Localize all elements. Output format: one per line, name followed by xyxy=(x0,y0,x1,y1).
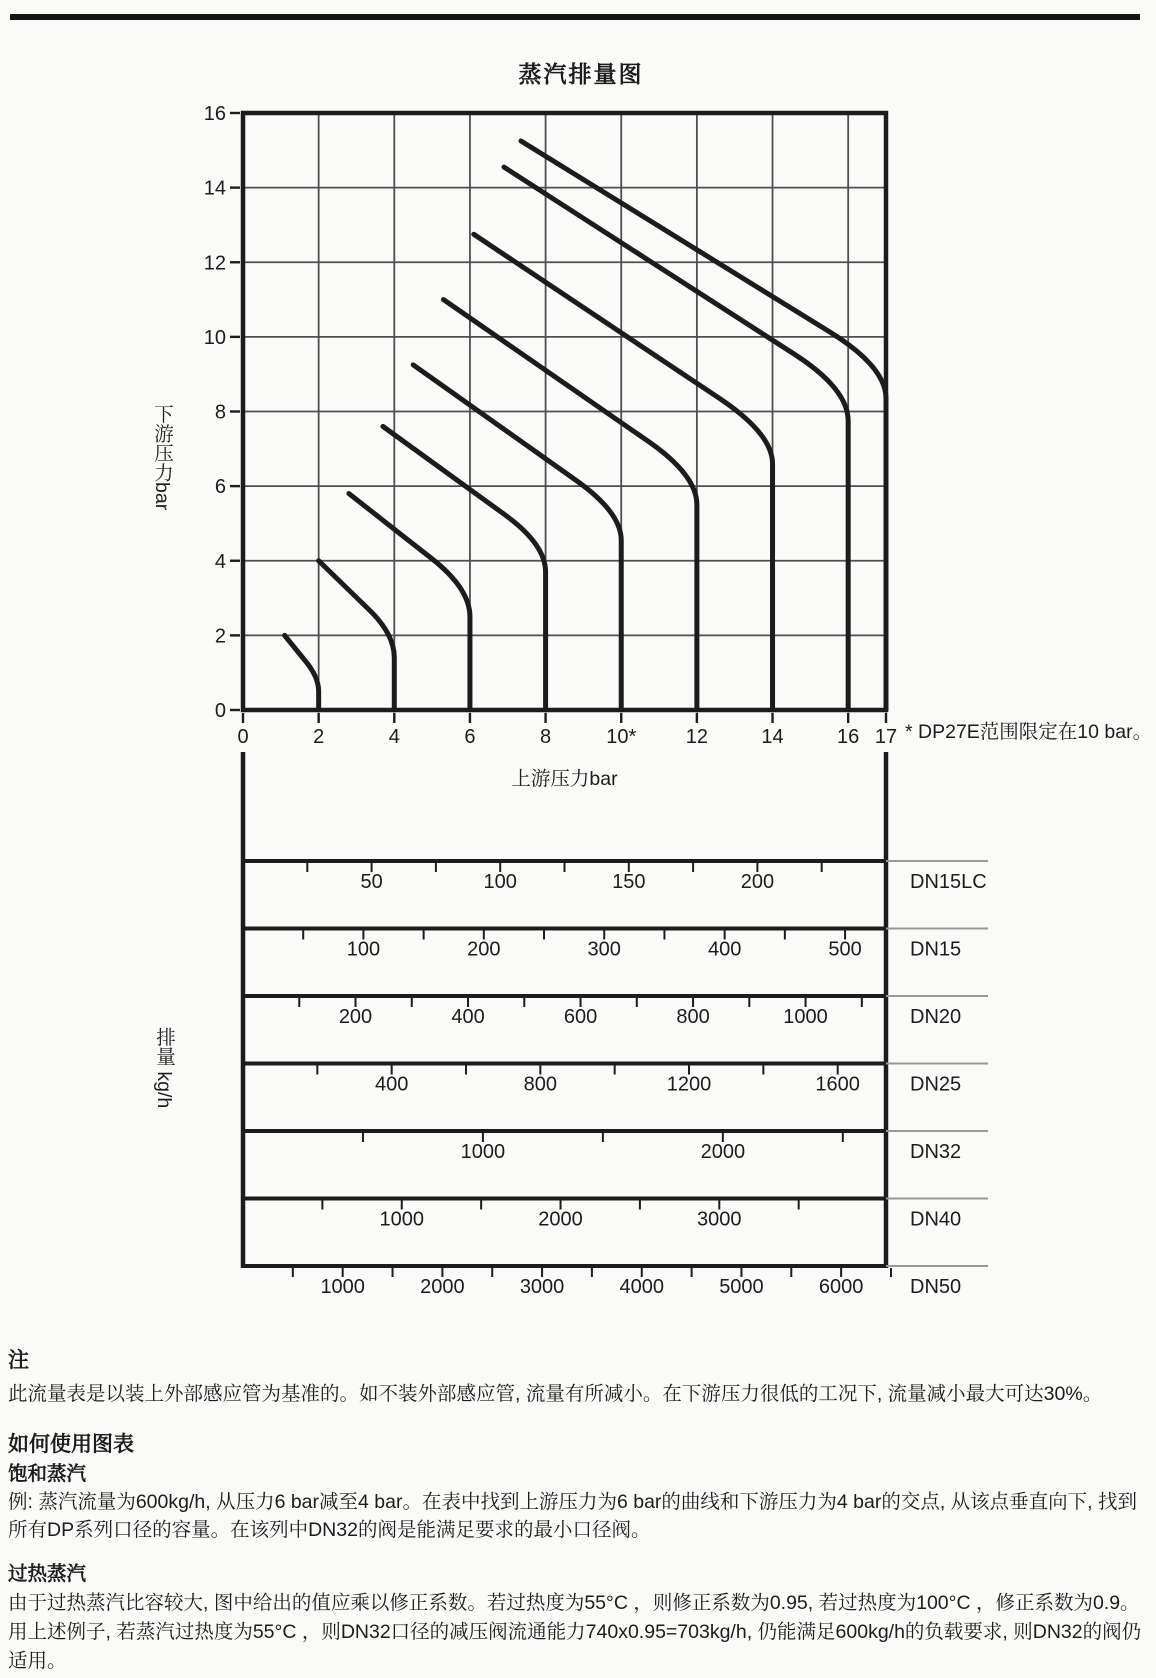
y-tick-label: 8 xyxy=(214,401,226,424)
flow-scale-value: 200 xyxy=(740,871,775,893)
note-section xyxy=(8,1348,1150,1408)
capacity-curve-12bar xyxy=(443,300,696,710)
dn-size-label: DN15LC xyxy=(910,871,987,893)
y-tick-label: 4 xyxy=(214,550,226,573)
flow-scale-value: 400 xyxy=(707,938,742,961)
note-body: 此流量表是以装上外部感应管为基准的。如不装外部感应管, 流量有所减小。在下游压力很低的工况下, 流量减小最大可达30%。 xyxy=(8,1383,1103,1405)
dn-size-label: DN15 xyxy=(910,938,962,961)
flow-scale-value: 150 xyxy=(612,871,646,893)
dn-size-label: DN50 xyxy=(910,1276,962,1298)
dn-size-label: DN32 xyxy=(910,1141,962,1163)
capacity-curve-8bar xyxy=(383,426,546,710)
x-tick-label: 10* xyxy=(606,726,637,748)
capacity-curve-17bar xyxy=(521,141,886,710)
flow-scale-value: 200 xyxy=(338,1006,373,1028)
y-tick-label: 6 xyxy=(214,476,226,499)
x-tick-label: 12 xyxy=(685,726,709,748)
superheated-body: 由于过热蒸汽比容较大, 图中给出的值应乘以修正系数。若过热度为55°C ，则修正系数为0.95, 若过热度为100°C ，修正系数为0.9。用上述例子, 若蒸汽过热度为55°C ，则DN32口径的减压阀流通能力740x0.95=703kg/h, 仍能满足600kg/h的负载要求, 则DN32的阀仍适用。 xyxy=(8,1592,1142,1672)
chart-footnote: * DP27E范围限定在10 bar。 xyxy=(905,721,1153,743)
flow-scale-value: 4000 xyxy=(619,1276,665,1298)
x-tick-label: 16 xyxy=(837,726,860,748)
y-tick-label: 10 xyxy=(203,326,226,349)
flow-scale-value: 50 xyxy=(360,871,383,893)
flow-scale-value: 1600 xyxy=(815,1073,860,1096)
howto-heading: 如何使用图表 xyxy=(8,1433,134,1456)
superheated-section xyxy=(8,1562,1150,1676)
flow-scale-value: 500 xyxy=(828,938,862,961)
y-tick-label: 16 xyxy=(203,103,226,125)
flow-scale-value: 400 xyxy=(374,1073,409,1096)
flow-scale-value: 100 xyxy=(346,938,381,961)
y-tick-label: 2 xyxy=(214,625,226,648)
saturated-heading: 饱和蒸汽 xyxy=(8,1463,87,1485)
flow-scale-value: 200 xyxy=(467,938,501,961)
flow-scale-value: 100 xyxy=(483,871,517,893)
flow-scale-value: 1000 xyxy=(320,1276,365,1298)
flow-scale-value: 1200 xyxy=(666,1073,712,1096)
dn-size-label: DN20 xyxy=(910,1006,962,1028)
x-tick-label: 4 xyxy=(388,726,400,748)
superheated-heading: 过热蒸汽 xyxy=(8,1563,87,1585)
y-axis-label: 下游压力bar xyxy=(151,403,173,511)
saturated-body: 例: 蒸汽流量为600kg/h, 从压力6 bar减至4 bar。在表中找到上游压力为6 bar的曲线和下游压力为4 bar的交点, 从该点垂直向下, 找到所有DP系列口径的容量。在该列中DN32的阀是能满足要求的最小口径阀。 xyxy=(8,1491,1138,1541)
flow-scale-value: 1000 xyxy=(783,1006,828,1028)
flow-scale-value: 300 xyxy=(587,938,621,961)
x-axis-label: 上游压力bar xyxy=(511,768,618,790)
flow-scale-value: 1000 xyxy=(379,1208,425,1231)
flow-scale-value: 6000 xyxy=(818,1276,864,1298)
capacity-curve-16bar xyxy=(504,167,848,710)
flow-scale-value: 800 xyxy=(676,1006,710,1028)
flow-scale-value: 400 xyxy=(451,1006,485,1028)
flow-axis-label: 排量 kg/h xyxy=(153,1027,175,1109)
note-heading: 注 xyxy=(8,1349,29,1372)
flow-scale-value: 3000 xyxy=(697,1208,742,1231)
flow-scale-value: 2000 xyxy=(700,1141,746,1163)
x-tick-label: 2 xyxy=(313,726,325,748)
y-tick-label: 14 xyxy=(203,177,226,200)
howto-section xyxy=(8,1432,1150,1544)
flow-scale-value: 5000 xyxy=(719,1276,764,1298)
x-tick-label: 17 xyxy=(874,726,898,748)
flow-scale-value: 2000 xyxy=(538,1208,583,1231)
flow-scale-value: 2000 xyxy=(420,1276,465,1298)
x-tick-label: 6 xyxy=(464,726,476,748)
capacity-curve-2bar xyxy=(285,635,319,710)
x-tick-label: 8 xyxy=(540,726,552,748)
y-tick-label: 0 xyxy=(214,700,226,722)
flow-scale-value: 800 xyxy=(523,1073,558,1096)
flow-scale-value: 600 xyxy=(563,1006,598,1028)
capacity-curve-6bar xyxy=(349,494,470,710)
dn-size-label: DN40 xyxy=(910,1208,962,1231)
capacity-curve-10bar xyxy=(413,365,621,710)
x-tick-label: 0 xyxy=(237,726,249,748)
y-tick-label: 12 xyxy=(203,252,226,275)
x-tick-label: 14 xyxy=(761,726,784,748)
flow-scale-value: 1000 xyxy=(460,1141,506,1163)
chart-title: 蒸汽排量图 xyxy=(518,61,644,87)
dn-size-label: DN25 xyxy=(910,1073,962,1096)
flow-scale-value: 3000 xyxy=(519,1276,565,1298)
